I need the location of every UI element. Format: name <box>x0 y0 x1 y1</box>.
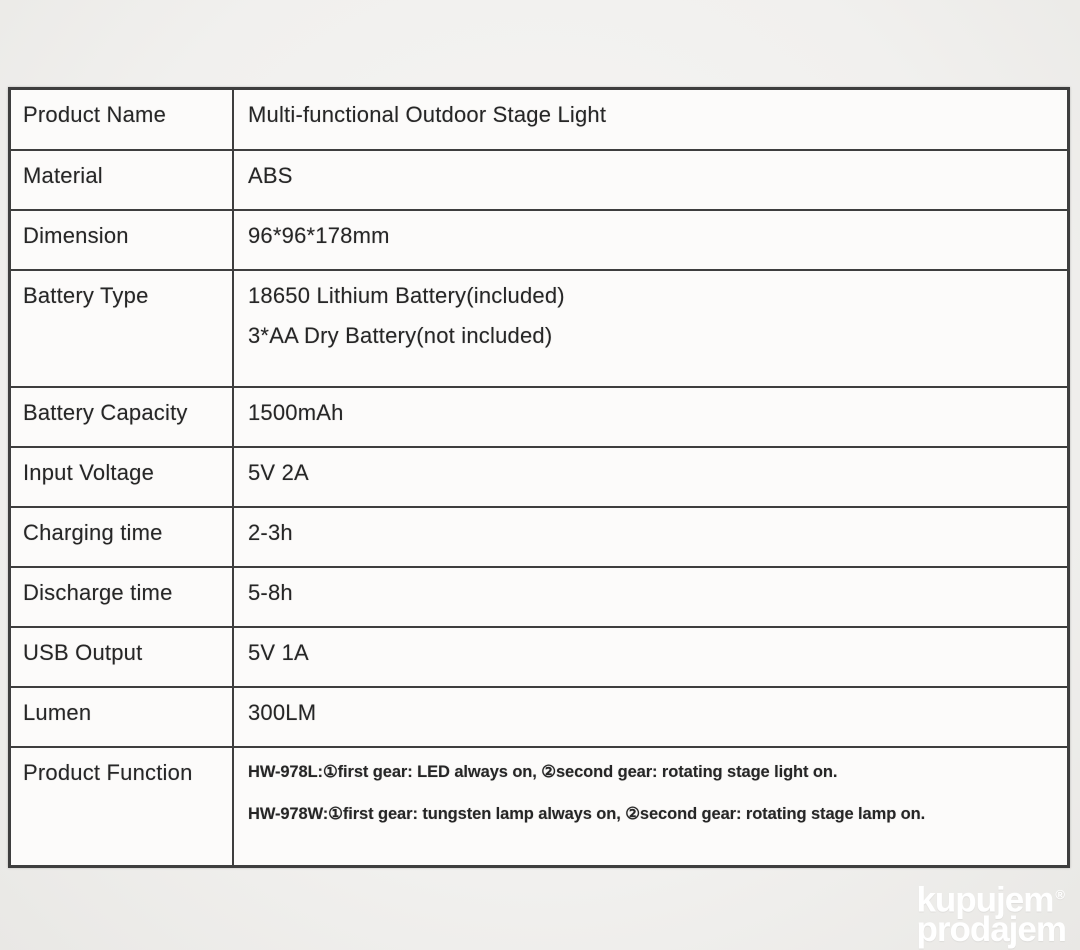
spec-row-material <box>11 149 1067 209</box>
spec-value-input-voltage <box>234 448 1067 506</box>
spec-value-line: 3*AA Dry Battery(not included) <box>248 323 553 348</box>
spec-label-material: Material <box>11 151 234 209</box>
spec-value-line: 1500mAh <box>248 400 344 425</box>
spec-row-product-name <box>11 90 1067 149</box>
spec-value-line: 5-8h <box>248 580 293 605</box>
spec-value-discharge-time <box>234 568 1067 626</box>
spec-value-lumen <box>234 688 1067 746</box>
spec-label-product-name: Product Name <box>11 90 234 149</box>
spec-value-line: Multi-functional Outdoor Stage Light <box>248 102 607 127</box>
spec-value-battery-capacity <box>234 388 1067 446</box>
spec-value-line: 18650 Lithium Battery(included) <box>248 283 565 308</box>
watermark-word-kupujem: kupujem <box>916 881 1054 920</box>
spec-value-product-function <box>234 748 1067 865</box>
spec-value-dimension <box>234 211 1067 269</box>
spec-row-product-function <box>11 746 1067 865</box>
spec-value-material <box>234 151 1067 209</box>
spec-value-charging-time <box>234 508 1067 566</box>
spec-value-line: 2-3h <box>248 520 293 545</box>
spec-value-line: ABS <box>248 163 293 188</box>
spec-row-battery-capacity <box>11 386 1067 446</box>
spec-value-line: 5V 1A <box>248 640 309 665</box>
spec-label-battery-capacity: Battery Capacity <box>11 388 234 446</box>
spec-value-line: HW-978W:①first gear: tungsten lamp always on, ②second gear: rotating stage lamp on. <box>248 805 926 823</box>
registered-trademark-icon: ® <box>1055 887 1065 903</box>
spec-value-product-name <box>234 90 1067 149</box>
spec-row-usb-output <box>11 626 1067 686</box>
spec-row-dimension <box>11 209 1067 269</box>
product-spec-table <box>8 87 1070 868</box>
spec-label-usb-output: USB Output <box>11 628 234 686</box>
spec-label-charging-time: Charging time <box>11 508 234 566</box>
spec-row-input-voltage <box>11 446 1067 506</box>
spec-value-line: HW-978L:①first gear: LED always on, ②second gear: rotating stage light on. <box>248 763 838 781</box>
spec-value-line: 300LM <box>248 700 317 725</box>
spec-row-charging-time <box>11 506 1067 566</box>
spec-label-discharge-time: Discharge time <box>11 568 234 626</box>
kupujemprodajem-watermark <box>916 880 1066 949</box>
spec-value-usb-output <box>234 628 1067 686</box>
spec-value-line: 96*96*178mm <box>248 223 390 248</box>
spec-value-line: 5V 2A <box>248 460 309 485</box>
spec-label-lumen: Lumen <box>11 688 234 746</box>
spec-label-battery-type: Battery Type <box>11 271 234 386</box>
spec-value-battery-type <box>234 271 1067 386</box>
spec-row-battery-type <box>11 269 1067 386</box>
spec-label-product-function: Product Function <box>11 748 234 865</box>
spec-row-lumen <box>11 686 1067 746</box>
spec-label-dimension: Dimension <box>11 211 234 269</box>
watermark-word-prodajem: prodajem <box>916 910 1066 949</box>
spec-label-input-voltage: Input Voltage <box>11 448 234 506</box>
spec-row-discharge-time <box>11 566 1067 626</box>
